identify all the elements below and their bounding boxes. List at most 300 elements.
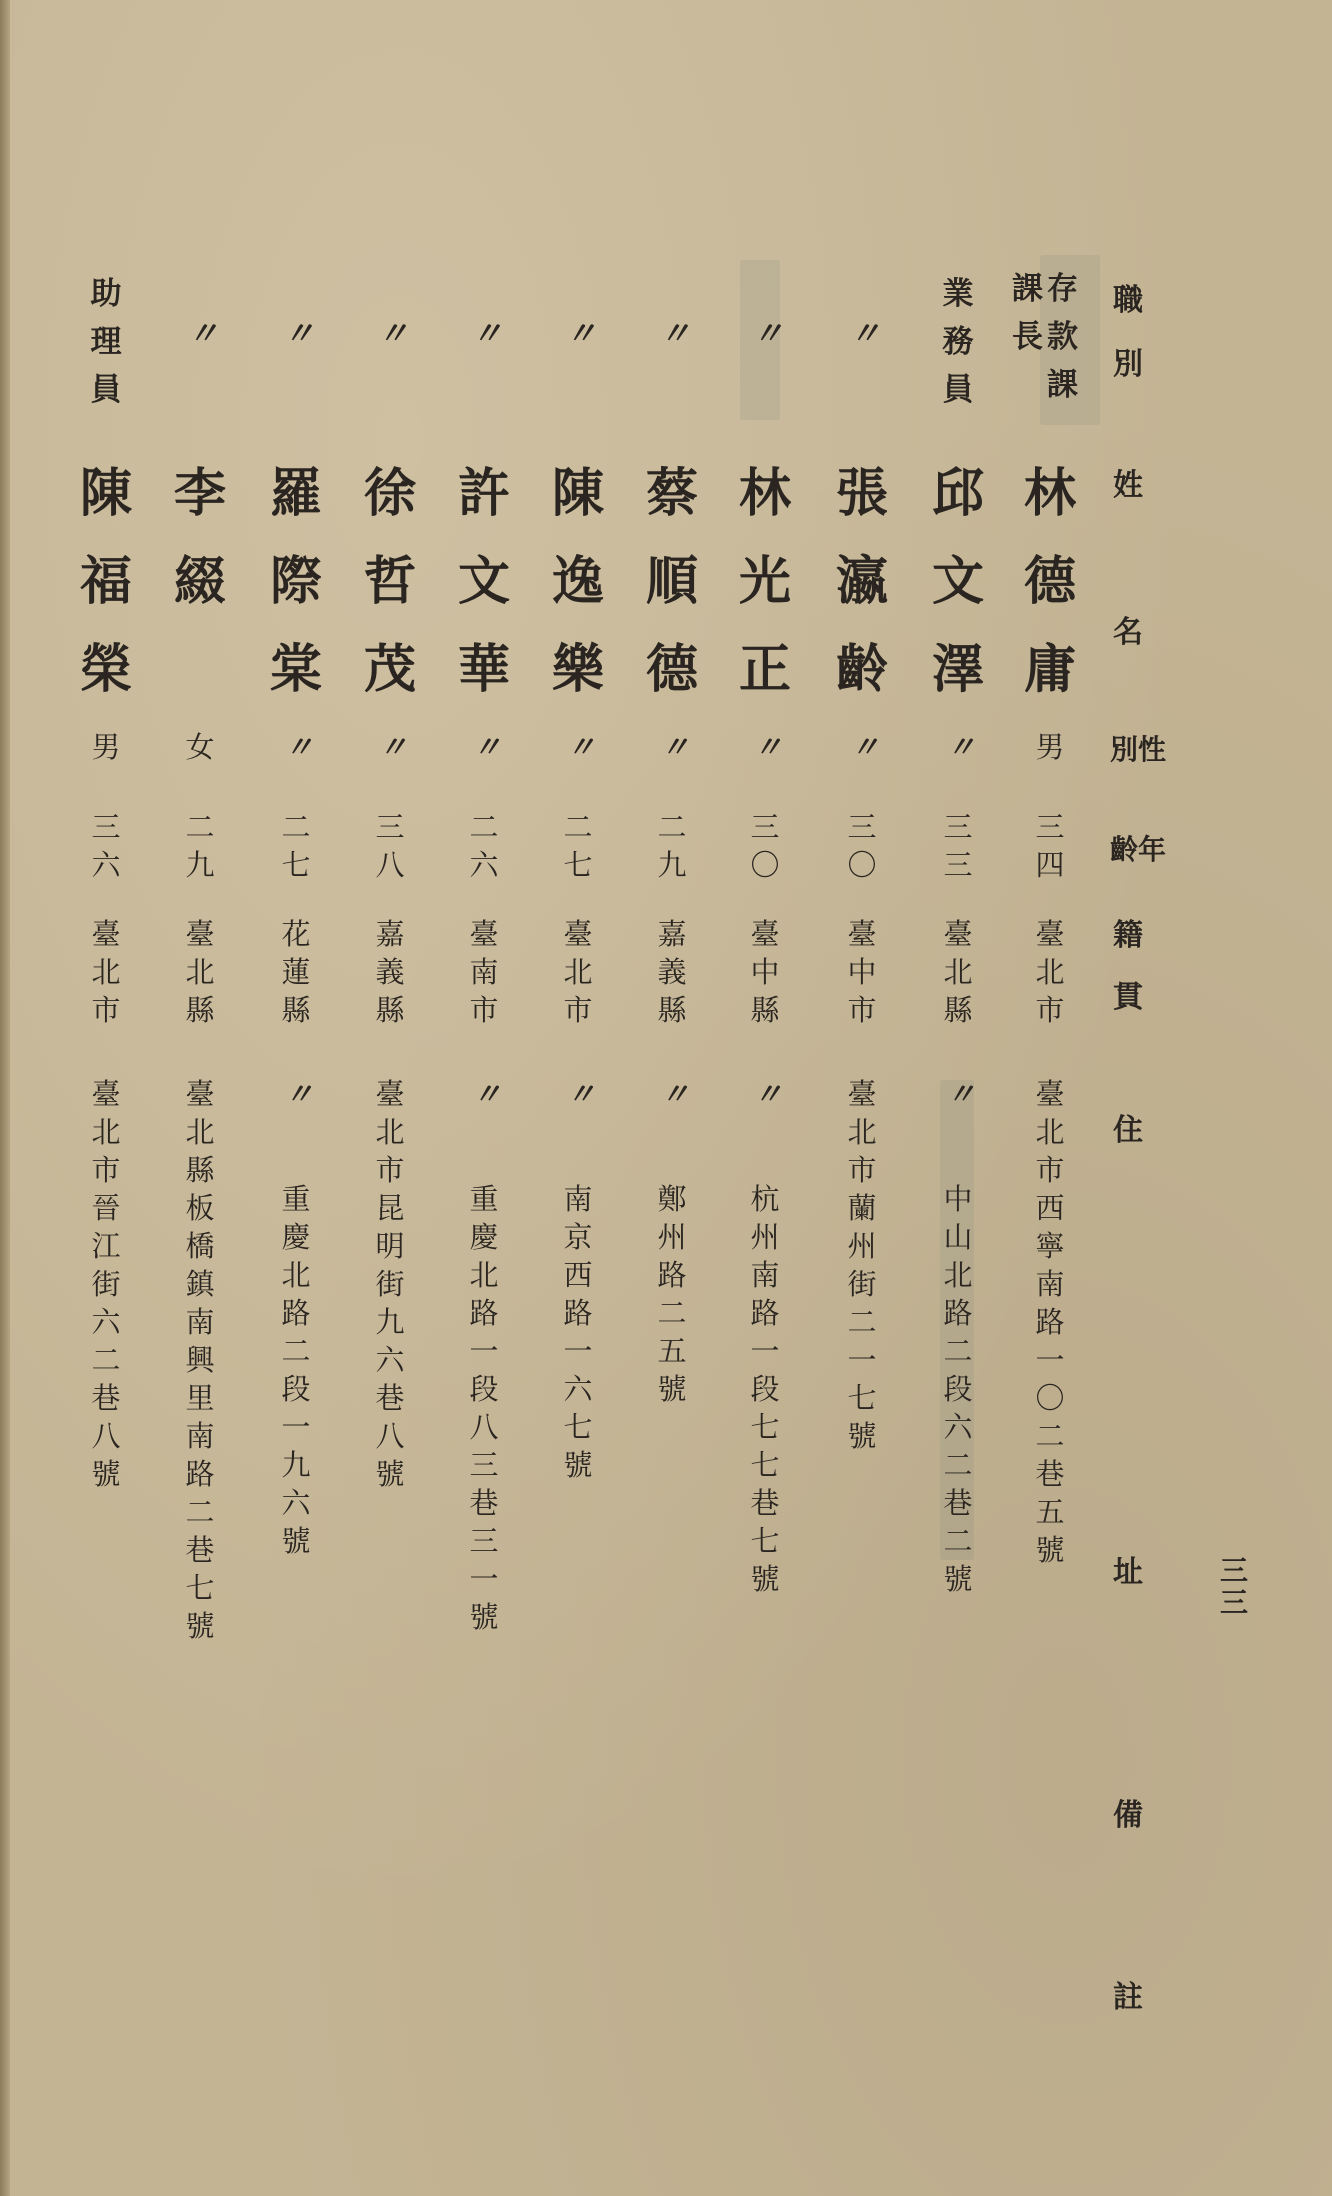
age-char: 四: [1035, 848, 1065, 882]
address: [928, 1180, 988, 1598]
age: [642, 808, 702, 884]
address-char: 號: [91, 1457, 121, 1491]
page-binding-edge: [0, 0, 10, 2196]
address-char: 二: [281, 1334, 311, 1368]
address: [360, 1075, 420, 1493]
sex: [735, 728, 795, 766]
person-name-char: 福: [79, 551, 132, 612]
address-char: 重: [469, 1182, 499, 1216]
native-place-char: 縣: [657, 993, 687, 1027]
address-char: 號: [281, 1524, 311, 1558]
native-place-char: 臺: [91, 917, 121, 951]
address-char: 巷: [943, 1486, 973, 1520]
address-char: 巷: [469, 1486, 499, 1520]
address-char: 南: [563, 1182, 593, 1216]
address-char: 六: [91, 1305, 121, 1339]
address-char: 三: [469, 1524, 499, 1558]
native-place-char: 市: [563, 993, 593, 1027]
address-char: 鎮: [185, 1267, 215, 1301]
person-name-char: 張: [835, 463, 888, 524]
header-char: 齡: [1110, 833, 1139, 866]
address-char: 六: [281, 1486, 311, 1520]
native-place-char: 南: [469, 955, 499, 989]
address-char: 北: [281, 1258, 311, 1292]
header-char: 職: [1113, 283, 1143, 318]
native-place-char: 縣: [375, 993, 405, 1027]
address-char: 路: [657, 1258, 687, 1292]
ditto-mark: 〃: [946, 1077, 970, 1111]
address-char: 重: [281, 1182, 311, 1216]
title-char: 課: [1012, 271, 1043, 307]
age-char: 三: [847, 810, 877, 844]
address-char: 巷: [375, 1381, 405, 1415]
address-char: 杭: [750, 1182, 780, 1216]
address-char: 路: [750, 1296, 780, 1330]
native-place-char: 臺: [943, 917, 973, 951]
job-title-char: 〃: [752, 316, 778, 352]
address-char: 市: [375, 1153, 405, 1187]
person-name-char: 文: [457, 551, 510, 612]
person-name-char: 齡: [835, 639, 888, 700]
header-char: 姓: [1113, 468, 1143, 503]
address-char: 南: [750, 1258, 780, 1292]
address-char: 臺: [91, 1077, 121, 1111]
header-char: 備: [1113, 1798, 1143, 1833]
page-number-text: 三三: [1220, 1554, 1249, 1619]
sex: [454, 728, 514, 766]
address-ditto: [735, 1075, 795, 1113]
address-char: 路: [185, 1457, 215, 1491]
address-char: 八: [375, 1419, 405, 1453]
native-place-char: 市: [91, 993, 121, 1027]
age-char: 七: [281, 848, 311, 882]
person-name-char: 邱: [931, 463, 984, 524]
address: [548, 1180, 608, 1484]
native-place: [454, 915, 514, 1029]
native-place-char: 縣: [750, 993, 780, 1027]
address-char: 鄭: [657, 1182, 687, 1216]
address-char: 二: [847, 1305, 877, 1339]
person-name: [1020, 450, 1080, 714]
sex-value: 〃: [753, 730, 777, 764]
job-title-char: 理: [90, 324, 122, 360]
title-char: 課: [1047, 367, 1078, 403]
address-char: 號: [185, 1609, 215, 1643]
age-char: 九: [657, 848, 687, 882]
address-char: 街: [375, 1267, 405, 1301]
sex: [1020, 728, 1080, 766]
age: [454, 808, 514, 884]
native-place-char: 嘉: [657, 917, 687, 951]
person-name-char: 華: [457, 639, 510, 700]
person-name: [266, 450, 326, 714]
address-char: 二: [91, 1343, 121, 1377]
native-place-char: 臺: [750, 917, 780, 951]
native-place-char: 蓮: [281, 955, 311, 989]
person-name-char: 陳: [79, 463, 132, 524]
address-char: 北: [91, 1115, 121, 1149]
address: [642, 1180, 702, 1408]
job-title: [548, 310, 608, 358]
job-title-char: 〃: [187, 316, 213, 352]
address-char: 九: [281, 1448, 311, 1482]
person-name-char: 綴: [173, 551, 226, 612]
address-char: 臺: [1035, 1077, 1065, 1111]
header-char: 籍: [1113, 918, 1143, 953]
job-title: [360, 310, 420, 358]
native-place-char: 臺: [1035, 917, 1065, 951]
age-char: 三: [943, 848, 973, 882]
address-char: 段: [469, 1372, 499, 1406]
native-place-char: 北: [563, 955, 593, 989]
native-place-char: 義: [375, 955, 405, 989]
job-title-char: 助: [90, 276, 122, 312]
header-title: [1098, 280, 1158, 386]
age: [1020, 808, 1080, 884]
sex: [76, 728, 136, 766]
address-char: 街: [91, 1267, 121, 1301]
address: [735, 1180, 795, 1598]
address-char: 一: [1035, 1343, 1065, 1377]
age: [266, 808, 326, 884]
address-char: 二: [943, 1524, 973, 1558]
person-name-char: 德: [1023, 551, 1076, 612]
native-place: [832, 915, 892, 1029]
address-char: 街: [847, 1267, 877, 1301]
sex: [360, 728, 420, 766]
age: [735, 808, 795, 884]
age-char: 二: [657, 810, 687, 844]
job-title: [266, 310, 326, 358]
person-name: [548, 450, 608, 714]
address: [454, 1180, 514, 1636]
job-title-char: 〃: [659, 316, 685, 352]
sex: [642, 728, 702, 766]
person-name: [928, 450, 988, 714]
address-char: 西: [1035, 1191, 1065, 1225]
person-name-char: 哲: [363, 551, 416, 612]
address-char: 二: [185, 1495, 215, 1529]
address-char: 市: [1035, 1153, 1065, 1187]
job-title: [642, 310, 702, 358]
person-name: [454, 450, 514, 714]
address-char: 一: [750, 1334, 780, 1368]
address-char: 路: [943, 1296, 973, 1330]
person-name-char: 際: [269, 551, 322, 612]
sex-value: 〃: [660, 730, 684, 764]
person-name-char: 李: [173, 463, 226, 524]
address-char: 一: [469, 1334, 499, 1368]
age-char: 三: [1035, 810, 1065, 844]
address-char: 北: [1035, 1115, 1065, 1149]
address-char: 市: [847, 1153, 877, 1187]
address-char: 二: [657, 1296, 687, 1330]
address-char: 巷: [1035, 1457, 1065, 1491]
person-name: [735, 450, 795, 714]
person-name-char: 瀛: [835, 551, 888, 612]
row-0-title: [1012, 265, 1078, 409]
address-char: 號: [847, 1419, 877, 1453]
person-name-char: 庸: [1023, 639, 1076, 700]
address-char: 巷: [750, 1486, 780, 1520]
address-char: 號: [469, 1600, 499, 1634]
address-char: 板: [185, 1191, 215, 1225]
native-place-char: 中: [750, 955, 780, 989]
person-name-char: 林: [738, 463, 791, 524]
native-place-char: 臺: [469, 917, 499, 951]
address-char: 六: [563, 1372, 593, 1406]
address-char: 號: [563, 1448, 593, 1482]
address: [170, 1075, 230, 1645]
address-char: 路: [469, 1296, 499, 1330]
address-char: 九: [375, 1305, 405, 1339]
person-name-char: 茂: [363, 639, 416, 700]
address-char: 寧: [1035, 1229, 1065, 1263]
job-title-char: 〃: [471, 316, 497, 352]
address-char: 七: [750, 1448, 780, 1482]
person-name-char: 榮: [79, 639, 132, 700]
address-char: 北: [943, 1258, 973, 1292]
age-char: 二: [185, 810, 215, 844]
address-char: 臺: [375, 1077, 405, 1111]
address-char: 〇: [1035, 1381, 1065, 1415]
job-title-char: 業: [942, 276, 974, 312]
header-char: 註: [1113, 1980, 1143, 2015]
age: [170, 808, 230, 884]
sex-value: 〃: [566, 730, 590, 764]
address-char: 州: [657, 1220, 687, 1254]
person-name: [360, 450, 420, 714]
address-char: 西: [563, 1258, 593, 1292]
header-address: [1098, 1110, 1158, 1594]
native-place-char: 義: [657, 955, 687, 989]
address-char: 明: [375, 1229, 405, 1263]
person-name-char: 許: [457, 463, 510, 524]
address-ditto: [548, 1075, 608, 1113]
title-char: 存: [1047, 271, 1078, 307]
address-ditto: [928, 1075, 988, 1113]
header-char: 年: [1138, 833, 1167, 866]
age: [832, 808, 892, 884]
sex-value: 男: [91, 730, 121, 764]
native-place: [548, 915, 608, 1029]
age-char: 七: [563, 848, 593, 882]
age-char: 二: [469, 810, 499, 844]
address-char: 市: [91, 1153, 121, 1187]
header-char: 別: [1113, 347, 1143, 382]
header-remarks: [1098, 1795, 1158, 2019]
native-place: [360, 915, 420, 1029]
ditto-mark: 〃: [566, 1077, 590, 1111]
job-title: [832, 310, 892, 358]
person-name-char: 文: [931, 551, 984, 612]
address-char: 路: [563, 1296, 593, 1330]
title-line: [1012, 265, 1043, 409]
address-char: 縣: [185, 1153, 215, 1187]
ditto-mark: 〃: [660, 1077, 684, 1111]
address-char: 南: [1035, 1267, 1065, 1301]
address-ditto: [266, 1075, 326, 1113]
address-char: 路: [1035, 1305, 1065, 1339]
sex-value: 〃: [850, 730, 874, 764]
sex: [266, 728, 326, 766]
title-char: 款: [1047, 319, 1078, 355]
address-char: 號: [750, 1562, 780, 1596]
sex-value: 女: [185, 730, 215, 764]
address-char: 一: [281, 1410, 311, 1444]
header-char: 性: [1138, 733, 1167, 766]
person-name-char: 順: [645, 551, 698, 612]
address-char: 七: [185, 1571, 215, 1605]
address-char: 里: [185, 1381, 215, 1415]
address-char: 號: [657, 1372, 687, 1406]
age-char: 〇: [750, 848, 780, 882]
address-char: 南: [185, 1305, 215, 1339]
header-sex: [1110, 728, 1166, 768]
address-char: 三: [469, 1448, 499, 1482]
person-name-char: 棠: [269, 639, 322, 700]
address-char: 北: [185, 1115, 215, 1149]
address: [1020, 1075, 1080, 1569]
person-name-char: 蔡: [645, 463, 698, 524]
sex-value: 〃: [472, 730, 496, 764]
job-title-char: 〃: [565, 316, 591, 352]
native-place-char: 市: [847, 993, 877, 1027]
native-place-char: 臺: [847, 917, 877, 951]
address-char: 段: [943, 1372, 973, 1406]
header-char: 名: [1113, 615, 1143, 650]
sex-value: 〃: [378, 730, 402, 764]
person-name-char: 澤: [931, 639, 984, 700]
address-char: 巷: [185, 1533, 215, 1567]
age-char: 三: [750, 810, 780, 844]
address-char: 慶: [469, 1220, 499, 1254]
ditto-mark: 〃: [284, 1077, 308, 1111]
person-name-char: 正: [738, 639, 791, 700]
native-place-char: 花: [281, 917, 311, 951]
address-char: 臺: [185, 1077, 215, 1111]
address-char: 昆: [375, 1191, 405, 1225]
native-place: [1020, 915, 1080, 1029]
person-name-char: 陳: [551, 463, 604, 524]
age-char: 六: [91, 848, 121, 882]
age-char: 九: [185, 848, 215, 882]
person-name-char: 光: [738, 551, 791, 612]
sex: [548, 728, 608, 766]
age: [548, 808, 608, 884]
native-place-char: 縣: [185, 993, 215, 1027]
native-place-char: 市: [469, 993, 499, 1027]
address-char: 州: [750, 1220, 780, 1254]
person-name-char: 徐: [363, 463, 416, 524]
address-char: 七: [750, 1410, 780, 1444]
job-title-char: 員: [942, 372, 974, 408]
job-title: [454, 310, 514, 358]
address-char: 八: [91, 1419, 121, 1453]
address-char: 一: [563, 1334, 593, 1368]
address-ditto: [642, 1075, 702, 1113]
native-place: [735, 915, 795, 1029]
header-native-place: [1098, 915, 1158, 1019]
native-place-char: 臺: [563, 917, 593, 951]
sex-value: 男: [1035, 730, 1065, 764]
person-name-char: 逸: [551, 551, 604, 612]
job-title: [170, 310, 230, 358]
address-ditto: [454, 1075, 514, 1113]
job-title: [735, 310, 795, 358]
address-char: 號: [375, 1457, 405, 1491]
address-char: 六: [375, 1343, 405, 1377]
address-char: 二: [943, 1334, 973, 1368]
person-name-char: 林: [1023, 463, 1076, 524]
header-char: 住: [1113, 1113, 1143, 1148]
age-char: 二: [281, 810, 311, 844]
native-place-char: 中: [847, 955, 877, 989]
address-char: 五: [657, 1334, 687, 1368]
page-number: [1220, 1555, 1270, 1619]
age-char: 三: [375, 810, 405, 844]
address-char: 橋: [185, 1229, 215, 1263]
address-char: 號: [1035, 1533, 1065, 1567]
native-place-char: 縣: [281, 993, 311, 1027]
address-char: 一: [469, 1562, 499, 1596]
age-char: 三: [91, 810, 121, 844]
address-char: 五: [1035, 1495, 1065, 1529]
job-title-char: 〃: [283, 316, 309, 352]
native-place: [642, 915, 702, 1029]
native-place-char: 縣: [943, 993, 973, 1027]
native-place-char: 北: [91, 955, 121, 989]
title-char: 長: [1012, 319, 1043, 355]
address-char: 七: [563, 1410, 593, 1444]
person-name: [170, 450, 230, 626]
address-char: 慶: [281, 1220, 311, 1254]
address-char: 京: [563, 1220, 593, 1254]
age-char: 〇: [847, 848, 877, 882]
address-char: 一: [847, 1343, 877, 1377]
job-title-char: 員: [90, 372, 122, 408]
header-char: 址: [1113, 1555, 1143, 1590]
age-char: 三: [943, 810, 973, 844]
sex-value: 〃: [946, 730, 970, 764]
address: [266, 1180, 326, 1560]
job-title-char: 〃: [377, 316, 403, 352]
ditto-mark: 〃: [472, 1077, 496, 1111]
address-char: 山: [943, 1220, 973, 1254]
age: [76, 808, 136, 884]
title-line: [1047, 265, 1078, 409]
address-char: 七: [847, 1381, 877, 1415]
address-char: 北: [375, 1115, 405, 1149]
person-name: [642, 450, 702, 714]
address-char: 段: [281, 1372, 311, 1406]
address-char: 六: [943, 1410, 973, 1444]
job-title-char: 務: [942, 324, 974, 360]
address-char: 江: [91, 1229, 121, 1263]
person-name: [832, 450, 892, 714]
address: [76, 1075, 136, 1493]
person-name-char: 樂: [551, 639, 604, 700]
address-char: 中: [943, 1182, 973, 1216]
native-place: [170, 915, 230, 1029]
address-char: 七: [750, 1524, 780, 1558]
header-char: 別: [1110, 733, 1139, 766]
job-title: [76, 270, 136, 414]
native-place: [76, 915, 136, 1029]
native-place-char: 嘉: [375, 917, 405, 951]
sex: [832, 728, 892, 766]
age-char: 六: [469, 848, 499, 882]
